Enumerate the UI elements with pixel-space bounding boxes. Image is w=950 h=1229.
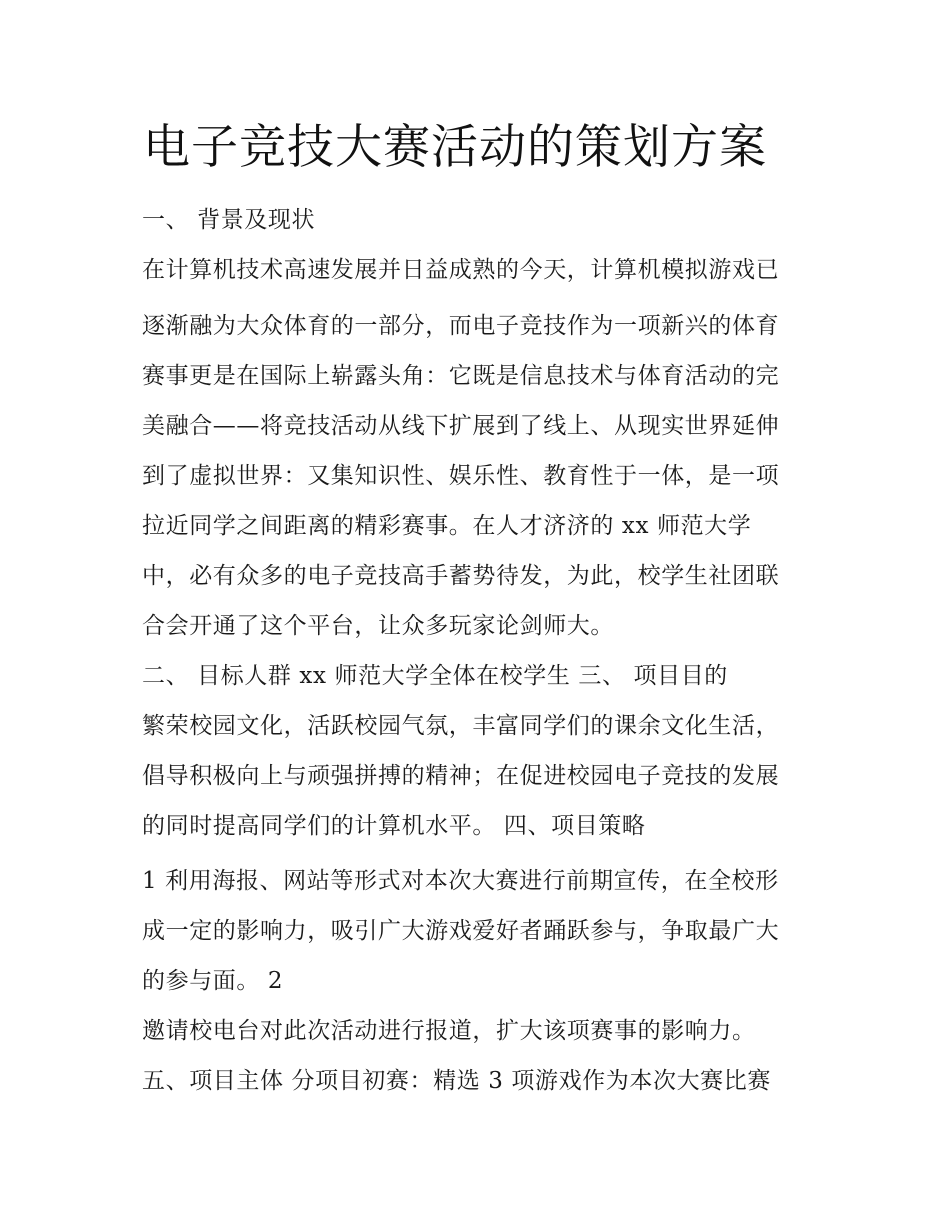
section-heading-target-and-purpose: 二、 目标人群 xx 师范大学全体在校学生 三、 项目目的 [142, 663, 728, 689]
document-title: 电子竞技大赛活动的策划方案 [143, 120, 767, 175]
section-heading-background: 一、 背景及现状 [142, 207, 316, 233]
paragraph-line: 中，必有众多的电子竞技高手蓄势待发，为此，校学生社团联 [142, 563, 780, 589]
paragraph-line: 邀请校电台对此次活动进行报道，扩大该项赛事的影响力。 [142, 1018, 756, 1044]
paragraph-line: 1 利用海报、网站等形式对本次大赛进行前期宣传，在全校形 [142, 868, 779, 894]
paragraph-line: 赛事更是在国际上崭露头角：它既是信息技术与体育活动的完 [142, 363, 780, 389]
paragraph-line: 合会开通了这个平台，让众多玩家论剑师大。 [142, 613, 614, 639]
paragraph-line: 拉近同学之间距离的精彩赛事。在人才济济的 xx 师范大学 [142, 513, 752, 539]
paragraph-line: 到了虚拟世界：又集知识性、娱乐性、教育性于一体，是一项 [142, 463, 780, 489]
paragraph-line: 美融合——将竞技活动从线下扩展到了线上、从现实世界延伸 [142, 413, 780, 439]
paragraph-line: 逐渐融为大众体育的一部分，而电子竞技作为一项新兴的体育 [142, 313, 780, 339]
section-heading-project-main: 五、项目主体 分项目初赛：精选 3 项游戏作为本次大赛比赛 [142, 1068, 771, 1094]
paragraph-line: 倡导积极向上与顽强拼搏的精神；在促进校园电子竞技的发展 [142, 763, 780, 789]
paragraph-line: 在计算机技术高速发展并日益成熟的今天，计算机模拟游戏已 [142, 257, 780, 283]
paragraph-line: 成一定的影响力，吸引广大游戏爱好者踊跃参与，争取最广大 [142, 918, 780, 944]
paragraph-line: 的同时提高同学们的计算机水平。 四、项目策略 [142, 813, 646, 839]
paragraph-line: 的参与面。 2 [142, 968, 284, 994]
paragraph-line: 繁荣校园文化，活跃校园气氛，丰富同学们的课余文化生活， [142, 713, 780, 739]
